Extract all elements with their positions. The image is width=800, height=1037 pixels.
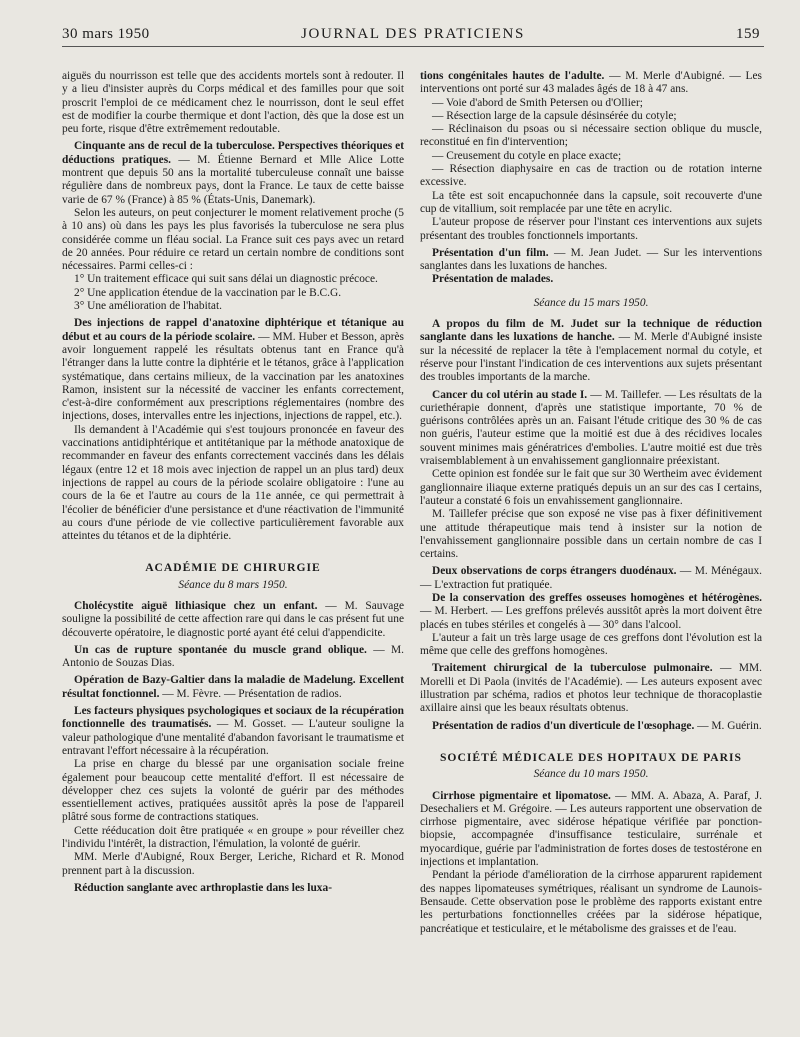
journal-title: JOURNAL DES PRATICIENS [301,26,525,42]
paragraph: Selon les auteurs, on peut conjecturer le moment relativement proche (5 à 10 ans) où dans les pays les plus favorisés la tuberculose ne sera plus considérée comme un fléau social. La France suit ces pays avec un retard de 20 années. Pour réduire ce retard un certain nombre de conditions sont nécessaires. Parmi celles-ci : [62,206,404,273]
article-heading: Traitement chirurgical de la tuberculose pulmonaire. [432,662,713,675]
list-item: 1° Un traitement efficace qui suit sans délai un diagnostic précoce. [74,273,378,286]
article-body: — M. Merle d'Aubigné insiste sur la nécessité de replacer la tête à l'emplacement normal du cotyle, et réserve pour l'instant l'indication de ces interventions aux sujets présentant des troubles importants de la marche. [420,331,762,384]
article-heading: De la conservation des greffes osseuses homogènes et hétérogènes. [432,591,762,604]
article-heading: Deux observations de corps étrangers duodénaux. [432,565,677,578]
list-item: — Voie d'abord de Smith Petersen ou d'Ollier; [432,96,643,109]
article-heading: Des injections de rappel d'anatoxine diphtérique et tétanique au début et au cours de la période scolaire. [62,317,404,343]
list-item: 3° Une amélioration de l'habitat. [74,300,222,313]
article-bazy-galtier [62,674,404,701]
article-corps-etrangers [420,565,762,592]
paragraph: Cette opinion est fondée sur le fait que sur 30 Wertheim avec évidement ganglionnaire iliaque externe pratiqués depuis un an sur des cas I certains, l'auteur a constaté 6 fois un envahissement ganglionnaire. [420,468,762,507]
article-cholecystite [62,600,404,640]
list-item: 2° Une application étendue de la vaccination par le B.C.G. [74,286,342,299]
article-heading: Cirrhose pigmentaire et lipomatose. [432,789,611,802]
article-body: — MM. Huber et Besson, après avoir longuement rappelé les résultats obtenus tant en France qu'à l'étranger dans la lutte contre la diphtérie et le tétanos, grâce à l'application systématique, dans certains milieux, de la vaccination par les anatoxines Ramon, insistent sur la nécessité de vacciner les enfants correctement, c'est-à-dire conformément aux prescriptions réglementaires (nombre des injections, doses, intervalles entre les injections, injections de rappel, etc.). [62,330,404,423]
paragraph: La prise en charge du blessé par une organisation sociale freine également pour beaucoup cette mentalité d'effort. Il est nécessaire de développer chez ces sujets la volonté de guérir par des méthodes essentiellement actives, pratiquées aussitôt après la pose de l'appareil plâtré sous forme de contractions statiques. [62,758,404,824]
article-diverticule [420,720,762,733]
article-body: — M. Antonio de Souzas Dias. [62,643,404,670]
article-tuberculose [62,140,404,206]
article-heading: Un cas de rupture spontanée du muscle grand oblique. [74,643,367,656]
article-heading: Cinquante ans de recul de la tuberculose. Perspectives théoriques et déductions pratiques. [62,140,404,166]
article-heading: Cholécystite aiguë lithiasique chez un enfant. [74,599,318,612]
article-body: — MM. A. Abaza, A. Paraf, J. Desechaliers et M. Grégoire. — Les auteurs rapportent une observation de cirrhose pigmentaire, avec sidérose hépatique vérifiée par ponction-biopsie, accompagnée d'insuffisance testiculaire, surrénale et myocardique, guérie par l'administration de fortes doses de testostérone en injections et implantation. [420,789,762,869]
list-item: — Réclinaison du psoas ou si nécessaire section oblique du muscle, reconstitué en fin d'intervention; [420,123,762,149]
article-body: — MM. Morelli et Di Paola (invités de l'Académie). — Les auteurs exposent avec illustration par schéma, radios et photos leur technique de thoracoplastie axillaire ainsi que les beaux résultats obtenus. [420,662,762,715]
paragraph: Cette rééducation doit être pratiquée « en groupe » pour réveiller chez l'individu l'intérêt, la distraction, l'émulation, la volonté de guérir. [62,824,404,851]
seance-date: Séance du 10 mars 1950. [533,768,649,781]
section-title: ACADÉMIE DE CHIRURGIE [145,561,321,575]
paragraph: aiguës du nourrisson est telle que des accidents mortels sont à redouter. Il y a lieu d'insister auprès du Corps médical et des familles pour que soit proscrit l'emploi de ce médicament chez le nourrisson, dont le seul effet est de modifier la courbe thermique et dont l'action, dès que la dose est un peu forte, risque d'être extrêmement redoutable. [62,70,404,136]
article-body: — M. Herbert. — Les greffons prélevés aussitôt après la mort doivent être placés en tubes stériles et congelés à — 30° dans l'alcool. [420,605,762,631]
right-column [420,70,762,936]
article-cirrhose [420,790,762,870]
article-body: — M. Merle d'Aubigné. — Les interventions ont porté sur 43 malades âgés de 18 à 47 ans. [420,70,762,96]
article-body: — M. Gosset. — L'auteur souligne la valeur pathologique d'une mentalité d'abandon favorisant le traumatisme et entravant l'effort nécessaire à la récupération. [62,718,405,757]
article-greffes [420,592,762,632]
article-heading: Les facteurs physiques psychologiques et sociaux de la récupération fonctionnelle des traumatisés. [62,705,404,731]
article-heading: Opération de Bazy-Galtier dans la maladie de Madelung. Excellent résultat fonctionnel. [62,674,404,700]
article-body: — M. Guérin. [694,719,762,732]
paragraph: Ils demandent à l'Académie qui s'est toujours prononcée en faveur des vaccinations antidiphtérique et antitétanique par la méthode anatoxique de recommander en faveur des enfants correctement vaccinés dans les délais légaux (entre 12 et 18 mois avec injection de rappel un an plus tard) deux injections de rappel au cours de la période scolaire obligatoire : l'une au cours de la 6e et l'autre au cours de la 11e année, ce qui permettrait à l'écolier de bénéficier d'une persistance et d'une réactivation de l'immunité au cours d'une période de vie collective particulièrement favorable aux atteintes du tétanos et de la diphtérie. [62,423,404,543]
article-film-judet [420,318,762,384]
left-column [62,70,404,895]
article-body: — M. Sauvage souligne la possibilité de cette affection rare qui dans le cas présent fut une découverte opératoire, le diagnostic porté ayant été celui d'appendicite. [62,599,404,639]
article-cancer-col [420,389,762,469]
paragraph: L'auteur propose de réserver pour l'instant ces interventions aux sujets présentant des troubles fonctionnels importants. [420,216,762,242]
article-heading: Réduction sanglante avec arthroplastie dans les luxa- [74,881,332,894]
article-tuberculose-pulmonaire [420,662,762,715]
article-body: — M. Fèvre. — Présentation de radios. [159,687,342,700]
list-item: — Résection diaphysaire en cas de traction ou de rotation interne excessive. [420,163,762,189]
page-header [62,22,764,47]
article-heading: Présentation de radios d'un diverticule de l'œsophage. [432,719,695,732]
article-heading: A propos du film de M. Judet sur la technique de réduction sanglante dans les luxations de hanche. [420,318,762,344]
paragraph: L'auteur a fait un très large usage de ces greffons dont l'évolution est la même que celle des greffons homogènes. [420,631,762,658]
paragraph: Pendant la période d'amélioration de la cirrhose apparurent rapidement des nappes lipomateuses symétriques, réalisant un syndrome de Launois-Bensaude. Cette observation pose le problème des rapports existant entre les perturbations fonctionnelles créées par la sidérose hépatique, pancréatique et testiculaire, et le métabolisme des graisses et de l'eau. [420,869,762,935]
list-item: — Creusement du cotyle en place exacte; [432,149,622,162]
article-heading: Présentation de malades. [432,273,554,286]
seance-date: Séance du 8 mars 1950. [178,578,288,591]
article-body: — M. Taillefer. — Les résultats de la curiethérapie donnent, d'après une statistique importante, 70 % de guérisons contrôlées après un an. Faisant l'étude critique des 30 % de cas non guéris, l'auteur estime que la moitié est due à des récidives locales souvent minimes mais génératrices d'embolies. L'autre moitié est due très vraisemblablement à un envahissement ganglionnaire préexistant. [420,388,762,468]
page-number: 159 [736,26,760,42]
article-film [420,247,762,274]
header-date: 30 mars 1950 [62,26,150,42]
paragraph: M. Taillefer précise que son exposé ne vise pas à fixer définitivement une attitude thérapeutique mais tend à insister sur la notion de l'envahissement ganglionnaire possible dans un certain nombre de cas I certains. [420,508,762,561]
article-facteurs [62,705,404,758]
article-body: — M. Ménégaux. — L'extraction fut pratiquée. [420,565,762,591]
article-injections [62,317,404,423]
article-body: — M. Étienne Bernard et Mlle Alice Lotte montrent que depuis 50 ans la mortalité tuberculeuse connaît une baisse régulière dans de nombreux pays, dont la France. Le taux de cette baisse varie de 67 % (France) à 85 % (États-Unis, Danemark). [62,153,405,206]
paragraph: MM. Merle d'Aubigné, Roux Berger, Leriche, Richard et R. Monod prennent part à la discussion. [62,851,404,877]
paragraph: La tête est soit encapuchonnée dans la capsule, soit recouverte d'une cup de vitallium, soit remplacée par une tête en acrylic. [420,189,762,215]
article-rupture [62,644,404,671]
article-heading: Cancer du col utérin au stade I. [432,388,588,401]
section-title: SOCIÉTÉ MÉDICALE DES HOPITAUX DE PARIS [439,750,743,764]
seance-date: Séance du 15 mars 1950. [533,296,649,309]
list-item: — Résection large de la capsule désinsérée du cotyle; [432,109,677,122]
article-luxations [420,70,762,97]
article-heading: Présentation d'un film. [432,246,549,259]
article-heading: tions congénitales hautes de l'adulte. [420,70,605,82]
article-body: — M. Jean Judet. — Sur les interventions sanglantes dans les luxations de hanches. [420,246,762,273]
